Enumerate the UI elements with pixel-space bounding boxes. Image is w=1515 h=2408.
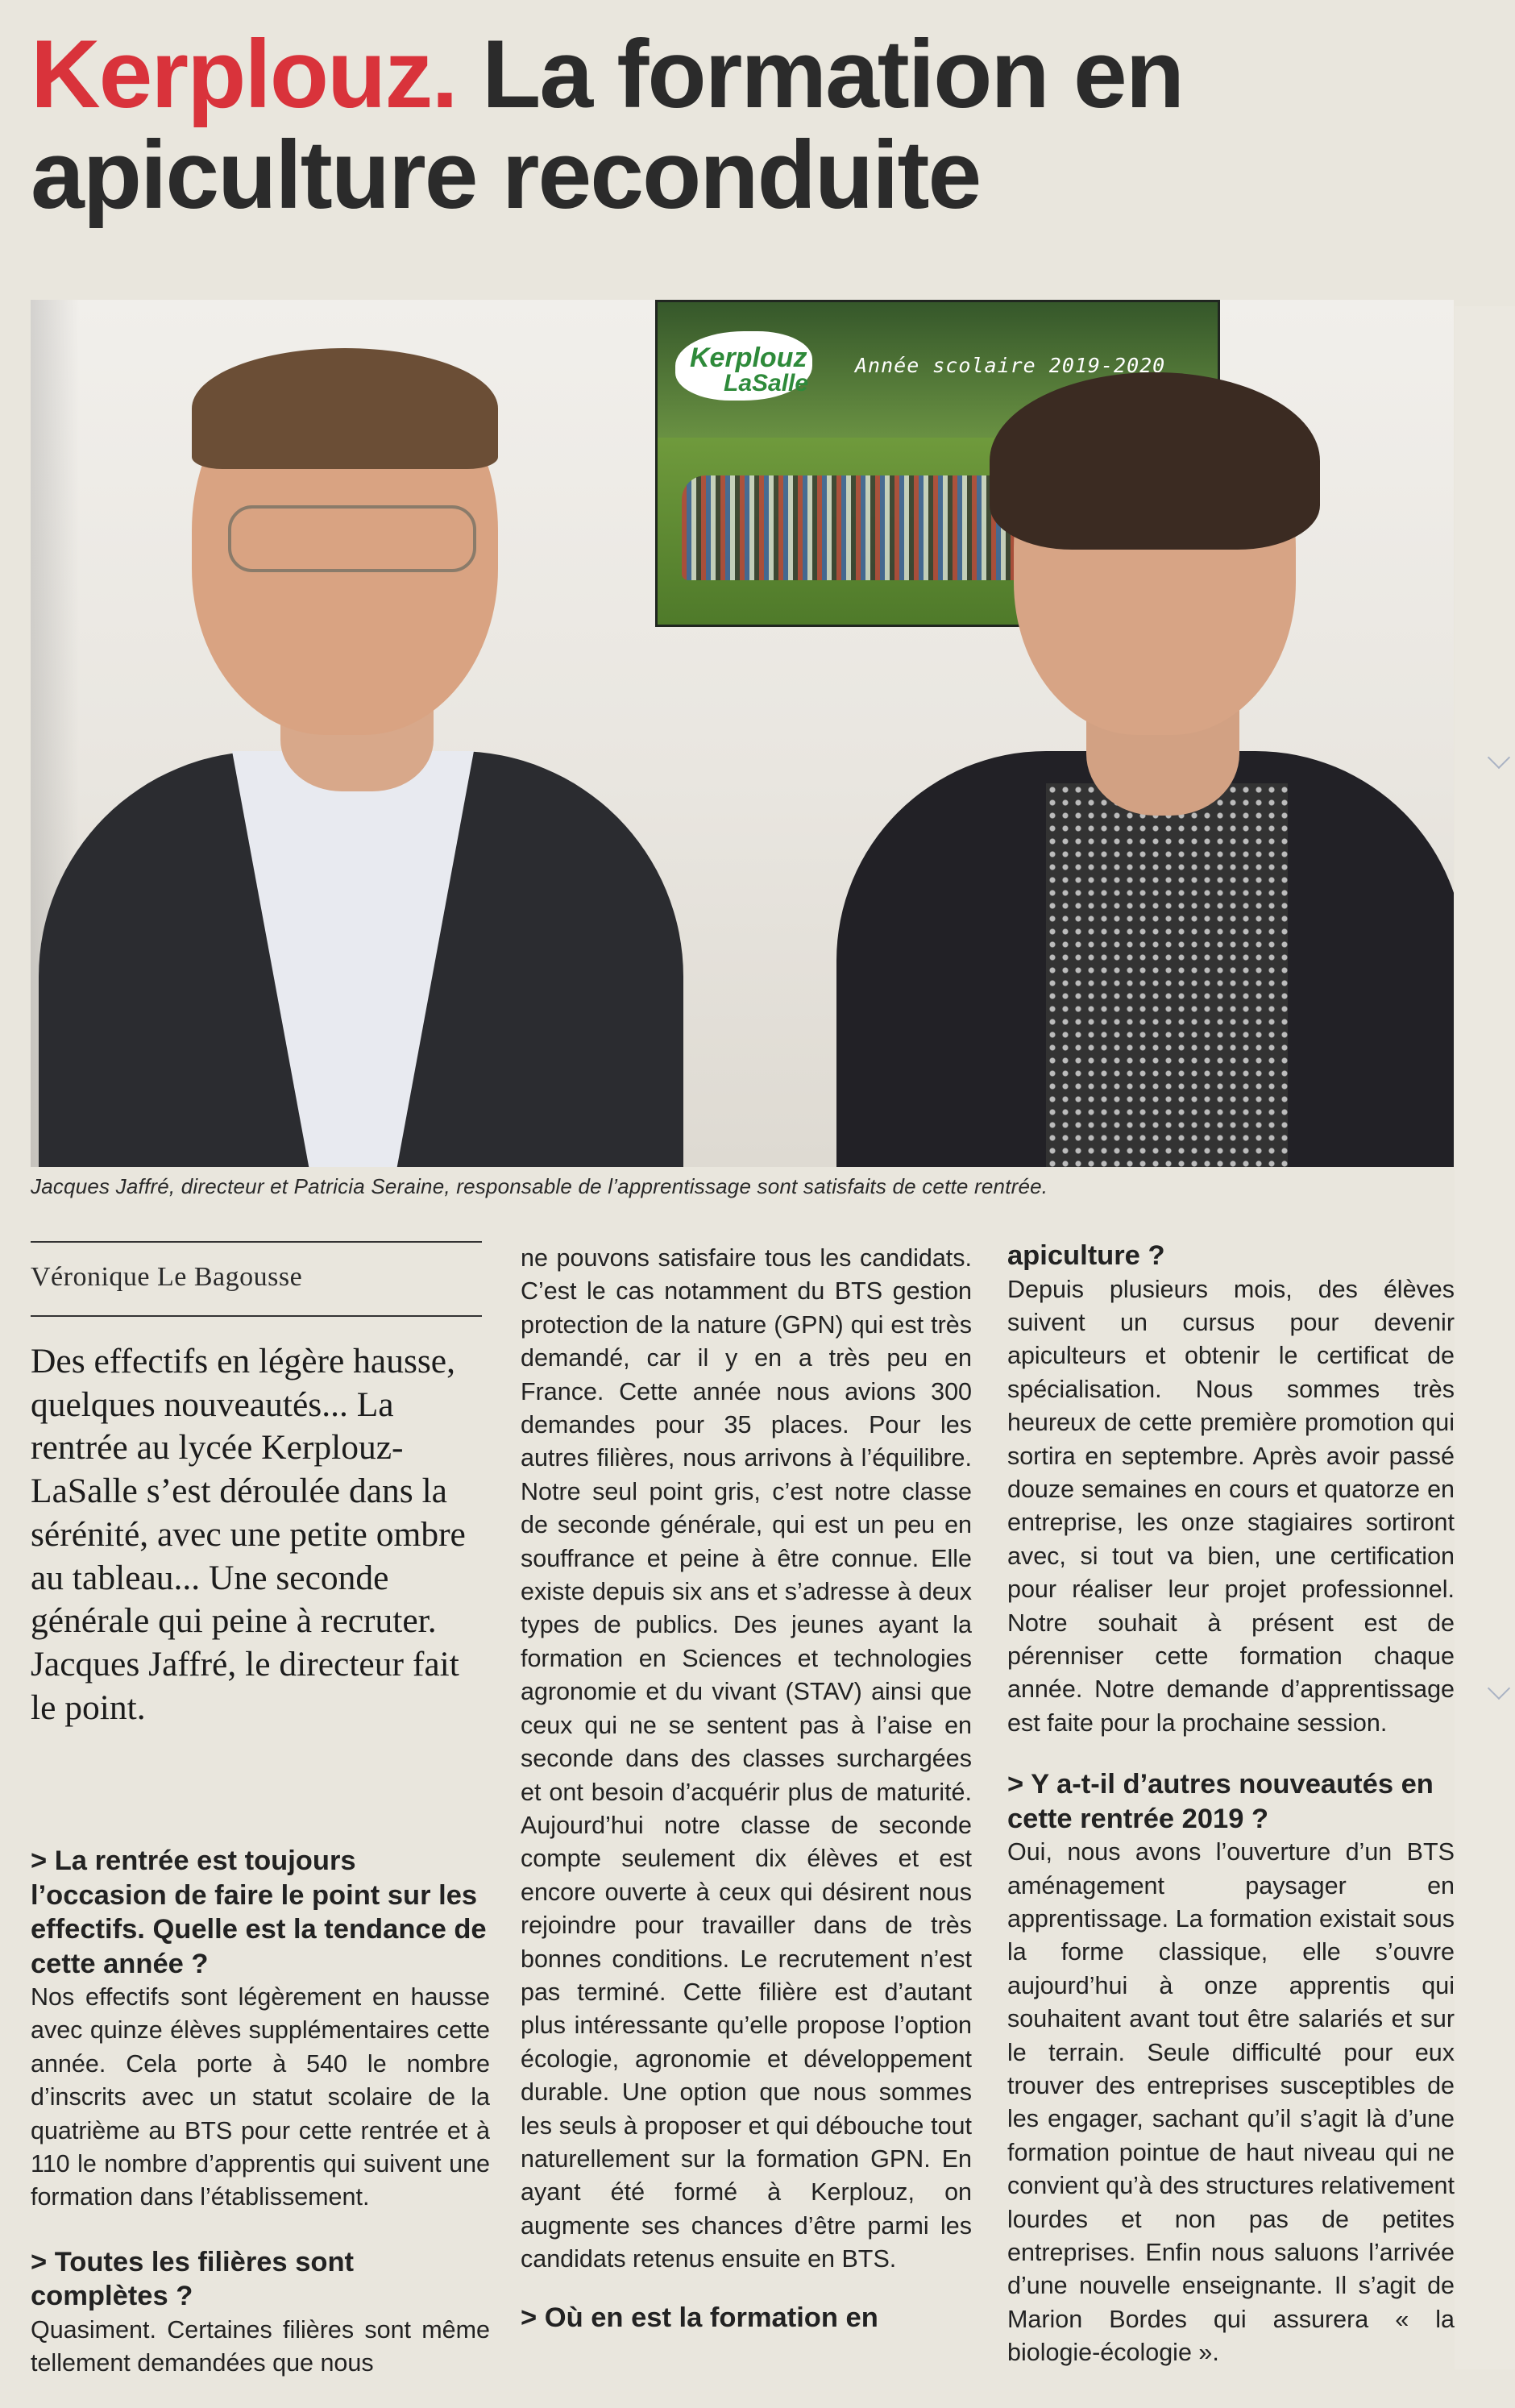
headline-title: La formation en apiculture reconduite [31, 20, 1184, 229]
headline [31, 20, 1288, 229]
school-logo-line2: LaSalle [724, 370, 809, 396]
question-apiculture-end: apiculture ? [1007, 1240, 1165, 1271]
frame-caption: Année scolaire 2019-2020 [855, 354, 1166, 377]
question-effectifs: > La rentrée est toujours l’occasion de faire le point sur les effectifs. Quelle est la tendance de cette année ? [31, 1845, 487, 1979]
question-nouveautes: > Y a-t-il d’autres nouveautés en cette rentrée 2019 ? [1007, 1769, 1434, 1834]
woman-hair [990, 372, 1320, 550]
man-glasses [228, 505, 476, 572]
page-edge [1455, 306, 1515, 2369]
answer-filieres-cont: ne pouvons satisfaire tous les candidats. C’est le cas notamment du BTS gestion protection de la nature (GPN) qui est très demandé, car il y en a très peu en France. Cette année nous avions 300 demandes pour 35 places. Pour les autres filières, nous arrivons à l’équilibre. Notre seul point gris, c’est notre classe de seconde générale, qui est un peu en souffrance et peine à être connue. Elle existe depuis six ans et s’adresse à deux types de publics. Des jeunes ayant la formation en Sciences et technologies agronomie et du vivant (STAV) ainsi que ceux qui ne se sentent pas à l’aise en seconde dans des classes surchargées et ont besoin d’acquérir plus de maturité. Aujourd’hui notre classe de seconde compte seulement dix élèves et est encore ouverte à ceux qui désirent nous rejoindre pour travailler dans de très bonnes conditions. Le recrutement n’est pas terminé. Cette filière est d’autant plus intéressante qu’elle propose l’option écologie, agronomie et développement durable. Une option que nous sommes les seuls à proposer et qui débouche tout naturellement sur la formation GPN. En ayant été formé à Kerplouz, on augmente ses chances d’être parmi les candidats retenus ensuite en BTS. [521, 1244, 972, 2273]
byline-rule-bottom [31, 1315, 482, 1317]
byline-rule-top [31, 1241, 482, 1243]
answer-nouveautes: Oui, nous avons l’ouverture d’un BTS aménagement paysager en apprentissage. La formation existait sous la forme classique, elle s’ouvre aujourd’hui à onze apprentis qui souhaitent avant tout être salariés et sur le terrain. Seule difficulté pour eux trouver des entreprises susceptibles de les engager, sachant qu’il s’agit là d’une formation pointue de haut niveau qui ne convient qu’à des structures relativement lourdes et non pas de petites entreprises. Enfin nous saluons l’arrivée d’une nouvelle enseignante. Il s’agit de Marion Bordes qui assurera « la biologie-écologie ». [1007, 1838, 1455, 2367]
column-3 [1007, 1239, 1455, 2370]
byline: Véronique Le Bagousse [31, 1262, 303, 1292]
school-logo-line1: Kerplouz [690, 343, 807, 373]
headline-kicker: Kerplouz. [31, 20, 457, 128]
answer-filieres-start: Quasiment. Certaines filières sont même tellement demandées que nous [31, 2315, 490, 2377]
answer-apiculture: Depuis plusieurs mois, des élèves suivent un cursus pour devenir apiculteurs et obtenir le certificat de spécialisation. Nous sommes très heureux de cette première promotion qui sortira en septembre. Après avoir passé douze semaines en cours et quatorze en entreprise, les onze stagiaires sortiront avec, si tout va bien, une certification pour réaliser leur projet professionnel. Notre souhait à présent est de pérenniser cette formation chaque année. Notre demande d’apprentissage est faite pour la prochaine session. [1007, 1275, 1455, 1737]
column-2 [521, 1242, 972, 2335]
photo-caption: Jacques Jaffré, directeur et Patricia Seraine, responsable de l’apprentissage sont satisfaits de cette rentrée. [31, 1174, 1048, 1198]
man-hair [192, 348, 498, 469]
school-logo [675, 331, 812, 401]
question-apiculture-start: > Où en est la formation en [521, 2302, 878, 2333]
article-photo [31, 300, 1454, 1167]
question-filieres: > Toutes les filières sont complètes ? [31, 2246, 355, 2312]
article-lead: Des effectifs en légère hausse, quelques nouveautés... La rentrée au lycée Kerplouz-LaSalle s’est déroulée dans la sérénité, avec une petite ombre au tableau... Une seconde générale qui peine à recruter. Jacques Jaffré, le directeur fait le point. [31, 1342, 466, 1727]
answer-effectifs: Nos effectifs sont légèrement en hausse avec quinze élèves supplémentaires cette année. Cela porte à 540 le nombre d’inscrits avec un statut scolaire de la quatrième au BTS pour cette rentrée et à 110 le nombre d’apprentis qui suivent une formation dans l’établissement. [31, 1983, 490, 2211]
woman-top [1046, 783, 1288, 1167]
column-1 [31, 1844, 490, 2381]
